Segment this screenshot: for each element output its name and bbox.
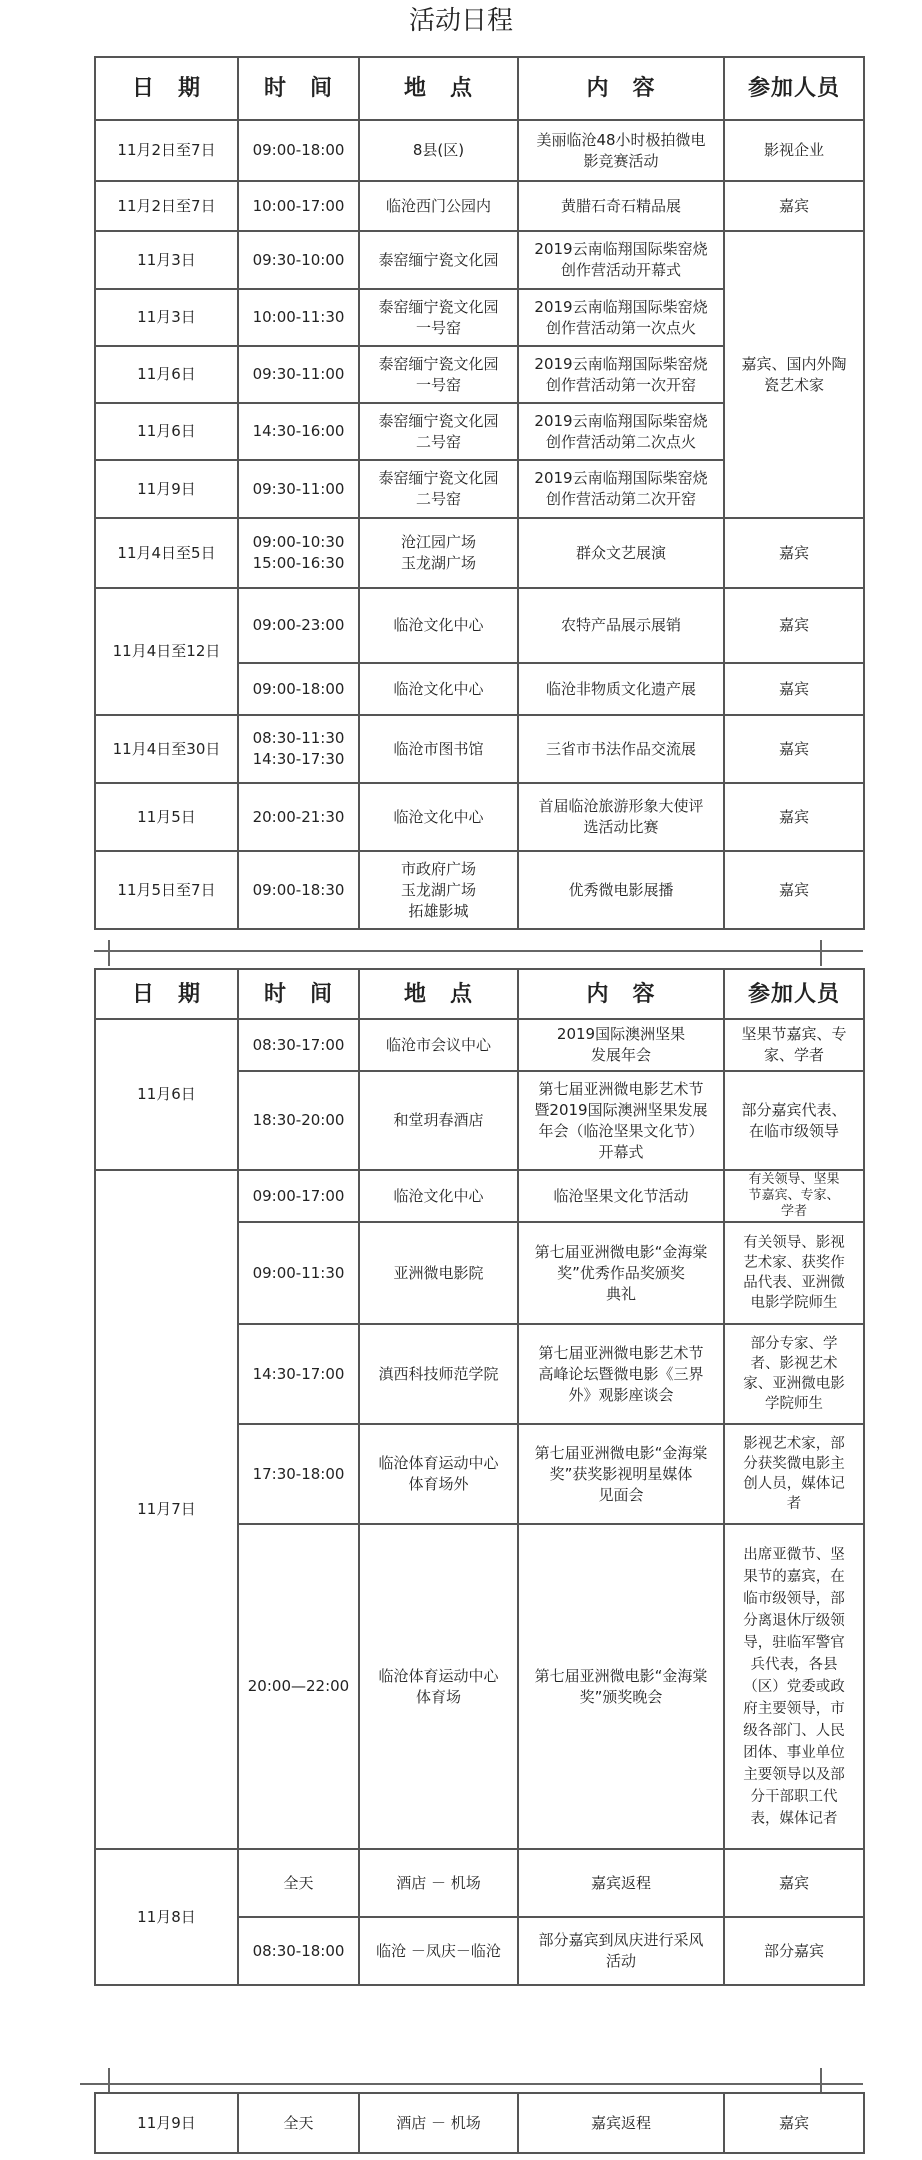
place-cell: 酒店 － 机场 [359,1849,518,1917]
separator-tick [820,2068,822,2094]
time-cell: 09:30-10:00 [238,231,359,289]
date-cell: 11月4日至5日 [95,518,238,588]
people-cell: 影视艺术家，部 分获奖微电影主 创人员，媒体记 者 [724,1424,864,1524]
people-cell: 影视企业 [724,120,864,181]
time-cell: 14:30-17:00 [238,1324,359,1424]
date-cell: 11月6日 [95,346,238,403]
date-cell: 11月4日至12日 [95,588,238,715]
time-cell: 全天 [238,1849,359,1917]
date-cell: 11月3日 [95,231,238,289]
place-cell: 泰窑缅宁瓷文化园 一号窑 [359,346,518,403]
table-row [95,1019,864,1071]
header-row [95,57,864,120]
table-row [95,783,864,851]
content-cell: 农特产品展示展销 [518,588,724,663]
content-cell: 2019云南临翔国际柴窑烧 创作营活动第二次开窑 [518,460,724,518]
date-cell: 11月6日 [95,1019,238,1170]
time-cell: 08:30-11:30 14:30-17:30 [238,715,359,783]
people-cell: 部分嘉宾代表、 在临市级领导 [724,1071,864,1170]
header-people: 参加人员 [724,57,864,120]
time-cell: 10:00-17:00 [238,181,359,231]
content-cell: 第七届亚洲微电影艺术节 暨2019国际澳洲坚果发展 年会（临沧坚果文化节） 开幕式 [518,1071,724,1170]
place-cell: 临沧文化中心 [359,663,518,715]
place-cell: 临沧西门公园内 [359,181,518,231]
schedule-table-3 [94,2092,865,2154]
time-cell: 09:00-17:00 [238,1170,359,1222]
time-cell: 10:00-11:30 [238,289,359,346]
place-cell: 临沧文化中心 [359,783,518,851]
place-cell: 沧江园广场 玉龙湖广场 [359,518,518,588]
table-row [95,518,864,588]
header-content: 内 容 [518,57,724,120]
header-place: 地 点 [359,57,518,120]
people-cell: 部分嘉宾 [724,1917,864,1985]
time-cell: 20:00—22:00 [238,1524,359,1849]
date-cell: 11月2日至7日 [95,181,238,231]
people-cell: 嘉宾 [724,518,864,588]
table-row [95,715,864,783]
page-separator [80,2083,863,2085]
date-cell: 11月5日 [95,783,238,851]
content-cell: 嘉宾返程 [518,2093,724,2153]
content-cell: 黄腊石奇石精品展 [518,181,724,231]
header-date: 日 期 [95,57,238,120]
date-cell: 11月7日 [95,1170,238,1849]
content-cell: 美丽临沧48小时极拍微电 影竞赛活动 [518,120,724,181]
people-cell: 嘉宾 [724,181,864,231]
content-cell: 第七届亚洲微电影“金海棠 奖”优秀作品奖颁奖 典礼 [518,1222,724,1324]
content-cell: 临沧非物质文化遗产展 [518,663,724,715]
place-cell: 和堂玥春酒店 [359,1071,518,1170]
time-cell: 20:00-21:30 [238,783,359,851]
table-row [95,588,864,663]
schedule-table-2 [94,968,865,1986]
people-cell: 部分专家、学 者、影视艺术 家、亚洲微电影 学院师生 [724,1324,864,1424]
time-cell: 17:30-18:00 [238,1424,359,1524]
page-separator [94,950,863,952]
time-cell: 18:30-20:00 [238,1071,359,1170]
date-cell: 11月2日至7日 [95,120,238,181]
place-cell: 酒店 － 机场 [359,2093,518,2153]
time-cell: 09:30-11:00 [238,346,359,403]
time-cell: 08:30-17:00 [238,1019,359,1071]
table-row [95,120,864,181]
table-row [95,231,864,289]
content-cell: 第七届亚洲微电影“金海棠 奖”颁奖晚会 [518,1524,724,1849]
content-cell: 嘉宾返程 [518,1849,724,1917]
header-time: 时 间 [238,57,359,120]
people-cell: 出席亚微节、坚 果节的嘉宾，在 临市级领导，部 分离退休厅级领 导，驻临军警官 兵代表，各县 （区）党委或政 府主要领导，市 级各部门、人民 团体、事业单位 主要领导以及部 分干部职工代 表，媒体记者 [724,1524,864,1849]
date-cell: 11月4日至30日 [95,715,238,783]
time-cell: 09:00-18:00 [238,663,359,715]
people-cell: 嘉宾、国内外陶 瓷艺术家 [724,231,864,518]
date-cell: 11月9日 [95,2093,238,2153]
date-cell: 11月6日 [95,403,238,460]
people-cell: 嘉宾 [724,588,864,663]
place-cell: 8县(区) [359,120,518,181]
place-cell: 市政府广场 玉龙湖广场 拓雄影城 [359,851,518,929]
content-cell: 2019云南临翔国际柴窑烧 创作营活动第一次点火 [518,289,724,346]
place-cell: 泰窑缅宁瓷文化园 [359,231,518,289]
people-cell: 坚果节嘉宾、专 家、学者 [724,1019,864,1071]
date-cell: 11月3日 [95,289,238,346]
separator-tick [108,940,110,966]
table-row [95,1849,864,1917]
place-cell: 泰窑缅宁瓷文化园 一号窑 [359,289,518,346]
table-row [95,2093,864,2153]
schedule-table-1 [94,56,865,930]
time-cell: 08:30-18:00 [238,1917,359,1985]
place-cell: 临沧市会议中心 [359,1019,518,1071]
time-cell: 09:00-11:30 [238,1222,359,1324]
content-cell: 第七届亚洲微电影“金海棠 奖”获奖影视明星媒体 见面会 [518,1424,724,1524]
content-cell: 三省市书法作品交流展 [518,715,724,783]
place-cell: 临沧 －凤庆－临沧 [359,1917,518,1985]
time-cell: 09:00-23:00 [238,588,359,663]
people-cell: 嘉宾 [724,851,864,929]
place-cell: 泰窑缅宁瓷文化园 二号窑 [359,460,518,518]
table-row [95,1170,864,1222]
people-cell: 嘉宾 [724,2093,864,2153]
place-cell: 滇西科技师范学院 [359,1324,518,1424]
people-cell: 嘉宾 [724,715,864,783]
time-cell: 09:00-18:00 [238,120,359,181]
people-cell: 嘉宾 [724,1849,864,1917]
table-row [95,181,864,231]
header-content: 内 容 [518,969,724,1019]
content-cell: 首届临沧旅游形象大使评 选活动比赛 [518,783,724,851]
time-cell: 09:30-11:00 [238,460,359,518]
header-time: 时 间 [238,969,359,1019]
time-cell: 09:00-10:30 15:00-16:30 [238,518,359,588]
place-cell: 临沧体育运动中心 体育场外 [359,1424,518,1524]
header-people: 参加人员 [724,969,864,1019]
header-row [95,969,864,1019]
separator-tick [820,940,822,966]
place-cell: 临沧文化中心 [359,1170,518,1222]
time-cell: 全天 [238,2093,359,2153]
table-row [95,851,864,929]
people-cell: 有关领导、影视 艺术家、获奖作 品代表、亚洲微 电影学院师生 [724,1222,864,1324]
place-cell: 临沧体育运动中心 体育场 [359,1524,518,1849]
date-cell: 11月9日 [95,460,238,518]
time-cell: 09:00-18:30 [238,851,359,929]
header-place: 地 点 [359,969,518,1019]
place-cell: 临沧市图书馆 [359,715,518,783]
content-cell: 第七届亚洲微电影艺术节 高峰论坛暨微电影《三界 外》观影座谈会 [518,1324,724,1424]
place-cell: 临沧文化中心 [359,588,518,663]
content-cell: 2019云南临翔国际柴窑烧 创作营活动第二次点火 [518,403,724,460]
content-cell: 部分嘉宾到凤庆进行采风 活动 [518,1917,724,1985]
content-cell: 群众文艺展演 [518,518,724,588]
content-cell: 优秀微电影展播 [518,851,724,929]
people-cell: 嘉宾 [724,663,864,715]
time-cell: 14:30-16:00 [238,403,359,460]
people-cell: 嘉宾 [724,783,864,851]
content-cell: 2019国际澳洲坚果 发展年会 [518,1019,724,1071]
place-cell: 泰窑缅宁瓷文化园 二号窑 [359,403,518,460]
place-cell: 亚洲微电影院 [359,1222,518,1324]
date-cell: 11月5日至7日 [95,851,238,929]
content-cell: 2019云南临翔国际柴窑烧 创作营活动开幕式 [518,231,724,289]
content-cell: 临沧坚果文化节活动 [518,1170,724,1222]
people-cell: 有关领导、坚果 节嘉宾、专家、 学者 [724,1170,864,1222]
content-cell: 2019云南临翔国际柴窑烧 创作营活动第一次开窑 [518,346,724,403]
separator-tick [108,2068,110,2094]
header-date: 日 期 [95,969,238,1019]
page-title: 活动日程 [408,6,513,36]
date-cell: 11月8日 [95,1849,238,1985]
